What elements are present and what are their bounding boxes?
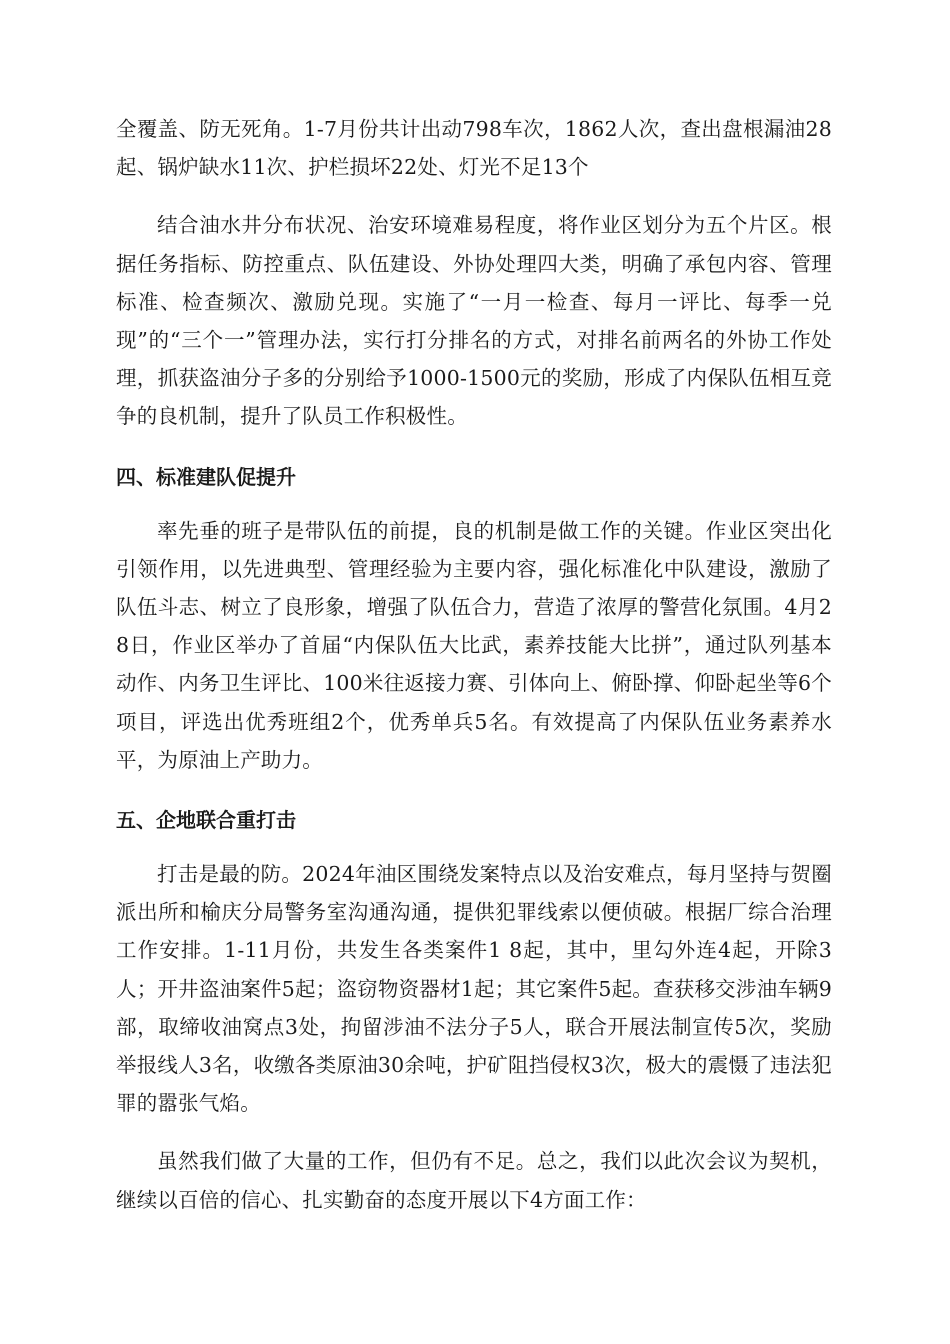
paragraph-closing: 虽然我们做了大量的工作，但仍有不足。总之，我们以此次会议为契机，继续以百倍的信心、扎实勤奋的态度开展以下4方面工作： (116, 1149, 832, 1212)
paragraph-intro-continuation: 全覆盖、防无死角。1-7月份共计出动798车次，1862人次，查出盘根漏油28起、锅炉缺水11次、护栏损坏22处、灯光不足13个 (116, 117, 832, 180)
document-body (116, 110, 832, 1219)
paragraph-team-building: 率先垂的班子是带队伍的前提，良的机制是做工作的关键。作业区突出化引领作用，以先进典型、管理经验为主要内容，强化标准化中队建设，激励了队伍斗志、树立了良形象，增强了队伍合力，营造了浓厚的警营化氛围。4月28日，作业区举办了首届“内保队伍大比武，素养技能大比拼”，通过队列基本动作、内务卫生评比、100米往返接力赛、引体向上、俯卧撑、仰卧起坐等6个项目，评选出优秀班组2个，优秀单兵5名。有效提高了内保队伍业务素养水平，为原油上产助力。 (116, 518, 832, 772)
paragraph-zone-management: 结合油水井分布状况、治安环境难易程度，将作业区划分为五个片区。根据任务指标、防控重点、队伍建设、外协处理四大类，明确了承包内容、管理标准、检查频次、激励兑现。实施了“一月一检查、每月一评比、每季一兑现”的“三个一”管理办法，实行打分排名的方式，对排名前两名的外协工作处理，抓获盗油分子多的分别给予1000-1500元的奖励，形成了内保队伍相互竞争的良机制，提升了队员工作积极性。 (116, 213, 832, 429)
paragraph-joint-strike: 打击是最的防。2024年油区围绕发案特点以及治安难点，每月坚持与贺圈派出所和榆庆分局警务室沟通沟通，提供犯罪线索以便侦破。根据厂综合治理工作安排。1-11月份，共发生各类案件1 8起，其中，里勾外连4起，开除3人；开井盗油案件5起；盗窃物资器材1起；其它案件5起。查获移交涉油车辆9部，取缔收油窝点3处，拘留涉油不法分子5人，联合开展法制宣传5次，奖励举报线人3名，收缴各类原油30余吨，护矿阻挡侵权3次，极大的震慑了违法犯罪的嚣张气焰。 (116, 862, 832, 1116)
section-heading-standard-team: 四、标准建队促提升 (116, 464, 296, 489)
section-heading-joint-strike: 五、企地联合重打击 (116, 808, 296, 833)
